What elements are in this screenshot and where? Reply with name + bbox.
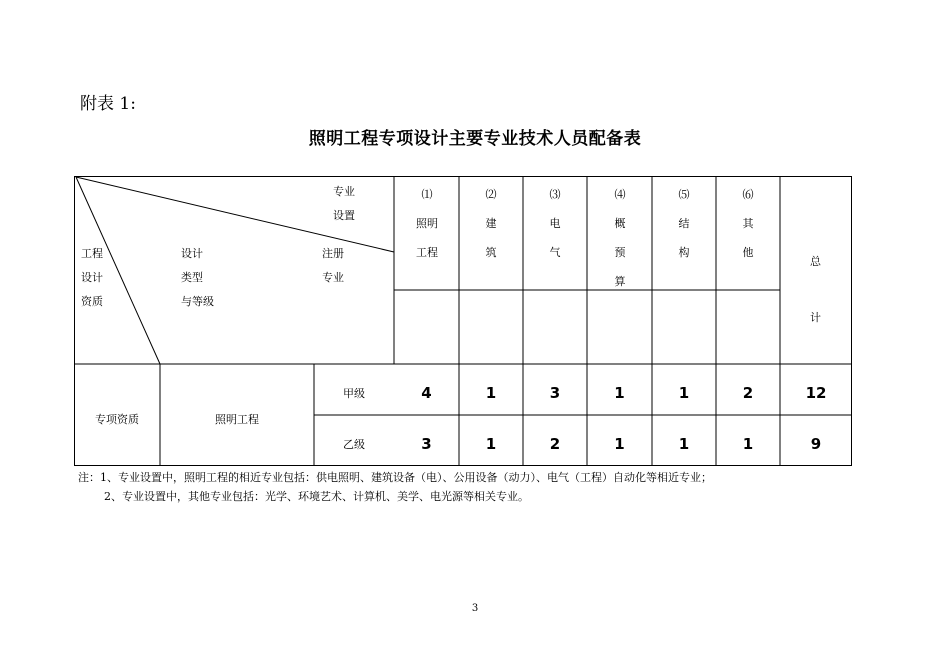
column-char: 电 xyxy=(549,217,561,230)
column-char: 工程 xyxy=(416,246,438,259)
table-cell-value: 1 xyxy=(678,435,690,453)
qualification-cell: 专项资质 xyxy=(95,413,139,426)
column-char: 其 xyxy=(742,217,754,230)
column-char: 构 xyxy=(678,246,690,259)
corner-major2-text: 专业 xyxy=(322,271,344,284)
column-number: ⑸ xyxy=(678,188,690,201)
column-number: ⑶ xyxy=(549,188,561,201)
column-char: 概 xyxy=(614,217,626,230)
corner-design-type xyxy=(181,242,214,314)
table-cell-total: 12 xyxy=(805,384,827,402)
column-char: 气 xyxy=(549,246,561,259)
corner-grade-text: 与等级 xyxy=(181,295,214,308)
table-cell-value: 1 xyxy=(742,435,754,453)
corner-registered-major xyxy=(322,242,344,290)
table-cell-value: 1 xyxy=(614,384,625,402)
column-char: 筑 xyxy=(485,246,497,259)
corner-major-setting xyxy=(333,180,355,228)
column-header-total xyxy=(810,234,821,346)
column-header-other xyxy=(733,180,763,267)
column-number: ⑹ xyxy=(742,188,754,201)
table-cell-value: 3 xyxy=(421,435,432,453)
note-2: 2、专业设置中，其他专业包括：光学、环境艺术、计算机、美学、电光源等相关专业。 xyxy=(104,490,529,503)
table-cell-value: 2 xyxy=(549,435,561,453)
design-type-cell: 照明工程 xyxy=(215,413,259,426)
table-cell-value: 1 xyxy=(678,384,690,402)
column-number: ⑵ xyxy=(485,188,497,201)
table-cell-value: 1 xyxy=(485,384,497,402)
corner-qual-text: 资质 xyxy=(81,295,103,308)
column-char: 建 xyxy=(485,217,497,230)
corner-design2-text: 设计 xyxy=(81,271,103,284)
table-cell-total: 9 xyxy=(810,435,822,453)
table-title: 照明工程专项设计主要专业技术人员配备表 xyxy=(308,129,642,149)
table-notes xyxy=(78,468,712,506)
column-header-electrical xyxy=(540,180,570,267)
note-1: 注：1、专业设置中，照明工程的相近专业包括：供电照明、建筑设备（电）、公用设备（动力）、电气（工程）自动化等相近专业； xyxy=(78,471,712,484)
column-header-lighting xyxy=(412,180,442,267)
total-char: 计 xyxy=(810,311,821,324)
column-char: 算 xyxy=(614,275,626,288)
column-number: ⑷ xyxy=(614,188,626,201)
appendix-label: 附表 1: xyxy=(80,94,136,114)
corner-type-text: 类型 xyxy=(181,271,203,284)
column-char: 预 xyxy=(614,246,626,259)
column-header-architecture xyxy=(476,180,506,267)
corner-registered-text: 注册 xyxy=(322,247,344,260)
corner-setting-text: 设置 xyxy=(333,209,355,222)
column-header-budget xyxy=(605,180,635,296)
table-cell-value: 4 xyxy=(421,384,432,402)
corner-design-text: 设计 xyxy=(181,247,203,260)
grade-b-cell: 乙级 xyxy=(343,438,365,451)
table-cell-value: 1 xyxy=(614,435,625,453)
corner-qualification xyxy=(81,242,103,314)
staffing-table xyxy=(74,176,852,466)
table-cell-value: 3 xyxy=(549,384,561,402)
corner-engineering-text: 工程 xyxy=(81,247,103,260)
column-char: 照明 xyxy=(416,217,438,230)
grade-a-cell: 甲级 xyxy=(343,387,365,400)
total-char: 总 xyxy=(810,255,821,268)
page-number: 3 xyxy=(471,603,479,614)
column-number: ⑴ xyxy=(421,188,433,201)
table-cell-value: 2 xyxy=(742,384,754,402)
corner-major-text: 专业 xyxy=(333,185,355,198)
table-cell-value: 1 xyxy=(485,435,497,453)
column-char: 结 xyxy=(678,217,690,230)
column-char: 他 xyxy=(742,246,754,259)
column-header-structure xyxy=(669,180,699,267)
